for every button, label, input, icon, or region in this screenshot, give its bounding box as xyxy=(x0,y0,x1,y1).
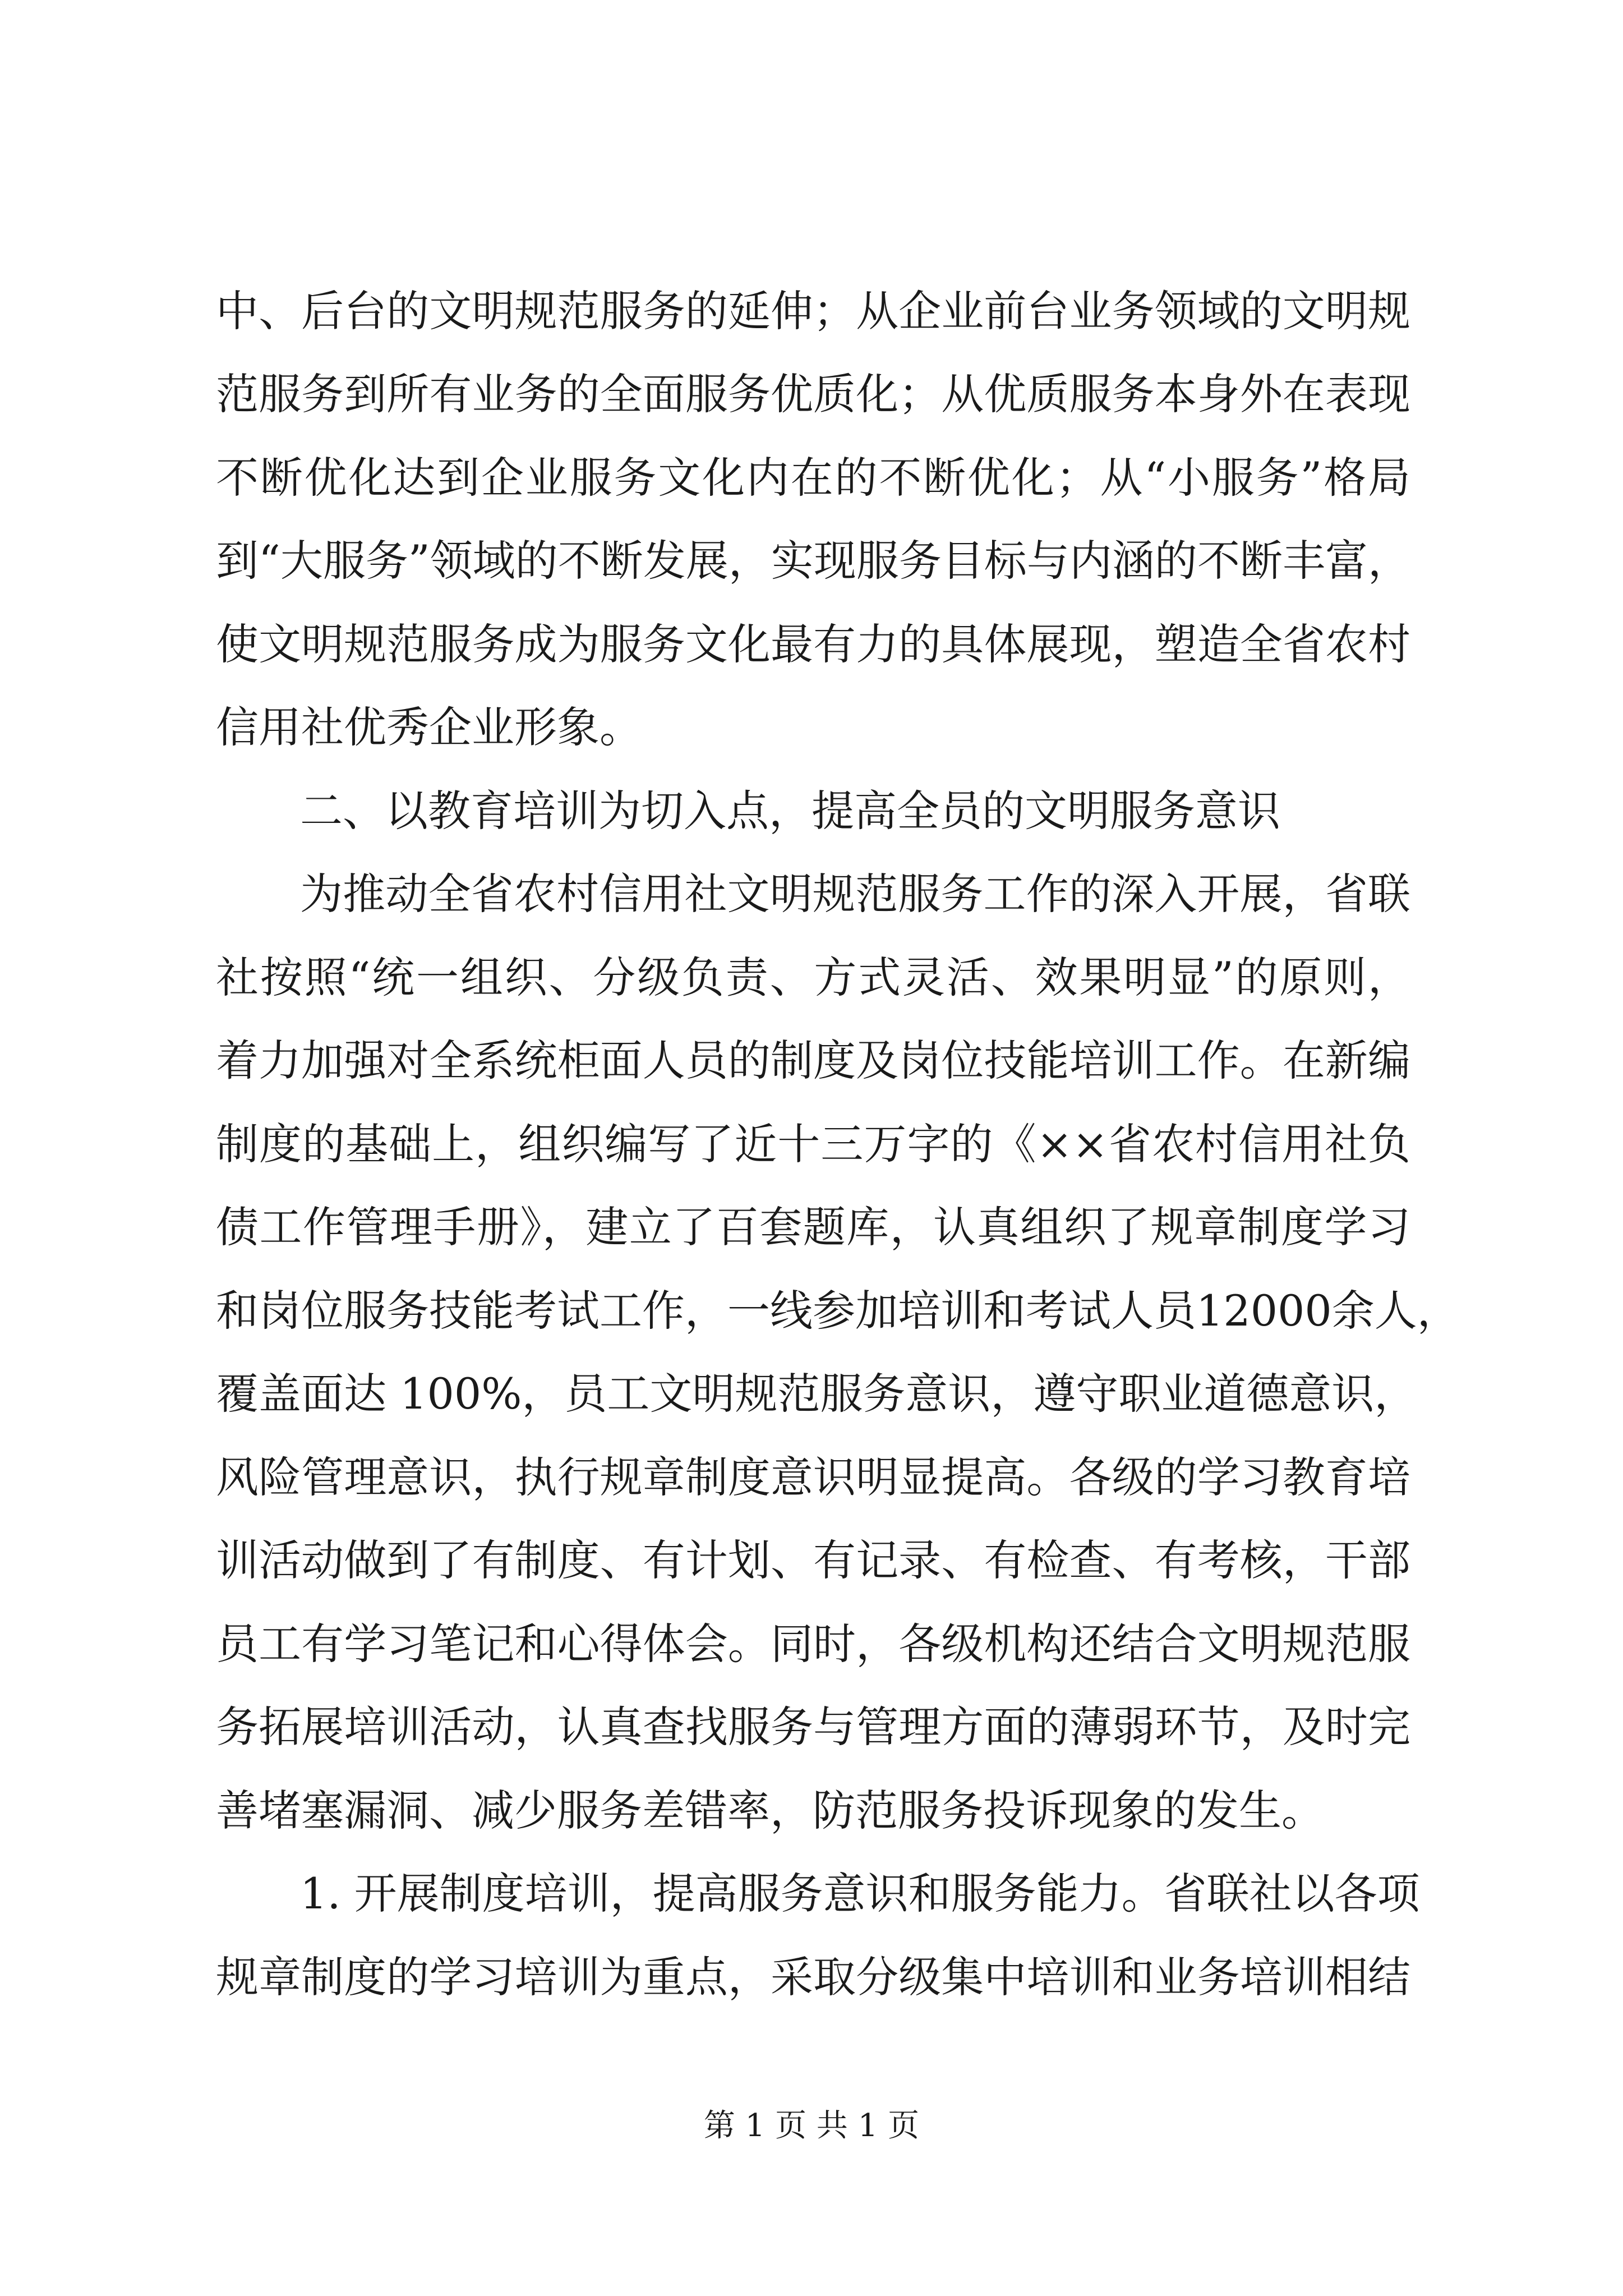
paragraph-line: 为推动全省农村信用社文明规范服务工作的深入开展，省联 xyxy=(300,869,1410,919)
paragraph-line: 债工作管理手册》，建立了百套题库，认真组织了规章制度学习 xyxy=(216,1202,1410,1252)
paragraph-line: 务拓展培训活动，认真查找服务与管理方面的薄弱环节，及时完 xyxy=(216,1702,1410,1752)
paragraph-line: 到“大服务”领域的不断发展，实现服务目标与内涵的不断丰富， xyxy=(216,536,1410,586)
paragraph-line: 员工有学习笔记和心得体会。同时，各级机构还结合文明规范服 xyxy=(216,1619,1410,1669)
paragraph-line: 使文明规范服务成为服务文化最有力的具体展现，塑造全省农村 xyxy=(216,619,1410,669)
paragraph-line: 风险管理意识，执行规章制度意识明显提高。各级的学习教育培 xyxy=(216,1452,1410,1502)
paragraph-line: 覆盖面达 100%，员工文明规范服务意识，遵守职业道德意识， xyxy=(216,1369,1417,1419)
paragraph-line: 不断优化达到企业服务文化内在的不断优化；从“小服务”格局 xyxy=(216,453,1410,503)
section-heading: 二、以教育培训为切入点，提高全员的文明服务意识 xyxy=(300,786,1280,836)
paragraph-line: 信用社优秀企业形象。 xyxy=(216,702,642,752)
paragraph-line: 规章制度的学习培训为重点，采取分级集中培训和业务培训相结 xyxy=(216,1952,1410,2002)
paragraph-line: 和岗位服务技能考试工作，一线参加培训和考试人员12000余人， xyxy=(216,1286,1460,1336)
paragraph-line: 训活动做到了有制度、有计划、有记录、有检查、有考核，干部 xyxy=(216,1535,1410,1585)
paragraph-line: 善堵塞漏洞、减少服务差错率，防范服务投诉现象的发生。 xyxy=(216,1786,1324,1835)
paragraph-line: 制度的基础上，组织编写了近十三万字的《××省农村信用社负 xyxy=(216,1119,1410,1169)
page-footer: 第 1 页 共 1 页 xyxy=(703,2108,920,2144)
paragraph-line: 社按照“统一组织、分级负责、方式灵活、效果明显”的原则， xyxy=(216,953,1410,1002)
paragraph-line: 范服务到所有业务的全面服务优质化；从优质服务本身外在表现 xyxy=(216,369,1410,419)
paragraph-line: 1. 开展制度培训，提高服务意识和服务能力。省联社以各项 xyxy=(300,1869,1420,1918)
paragraph-line: 着力加强对全系统柜面人员的制度及岗位技能培训工作。在新编 xyxy=(216,1036,1410,1085)
paragraph-line: 中、后台的文明规范服务的延伸；从企业前台业务领域的文明规 xyxy=(216,286,1410,336)
